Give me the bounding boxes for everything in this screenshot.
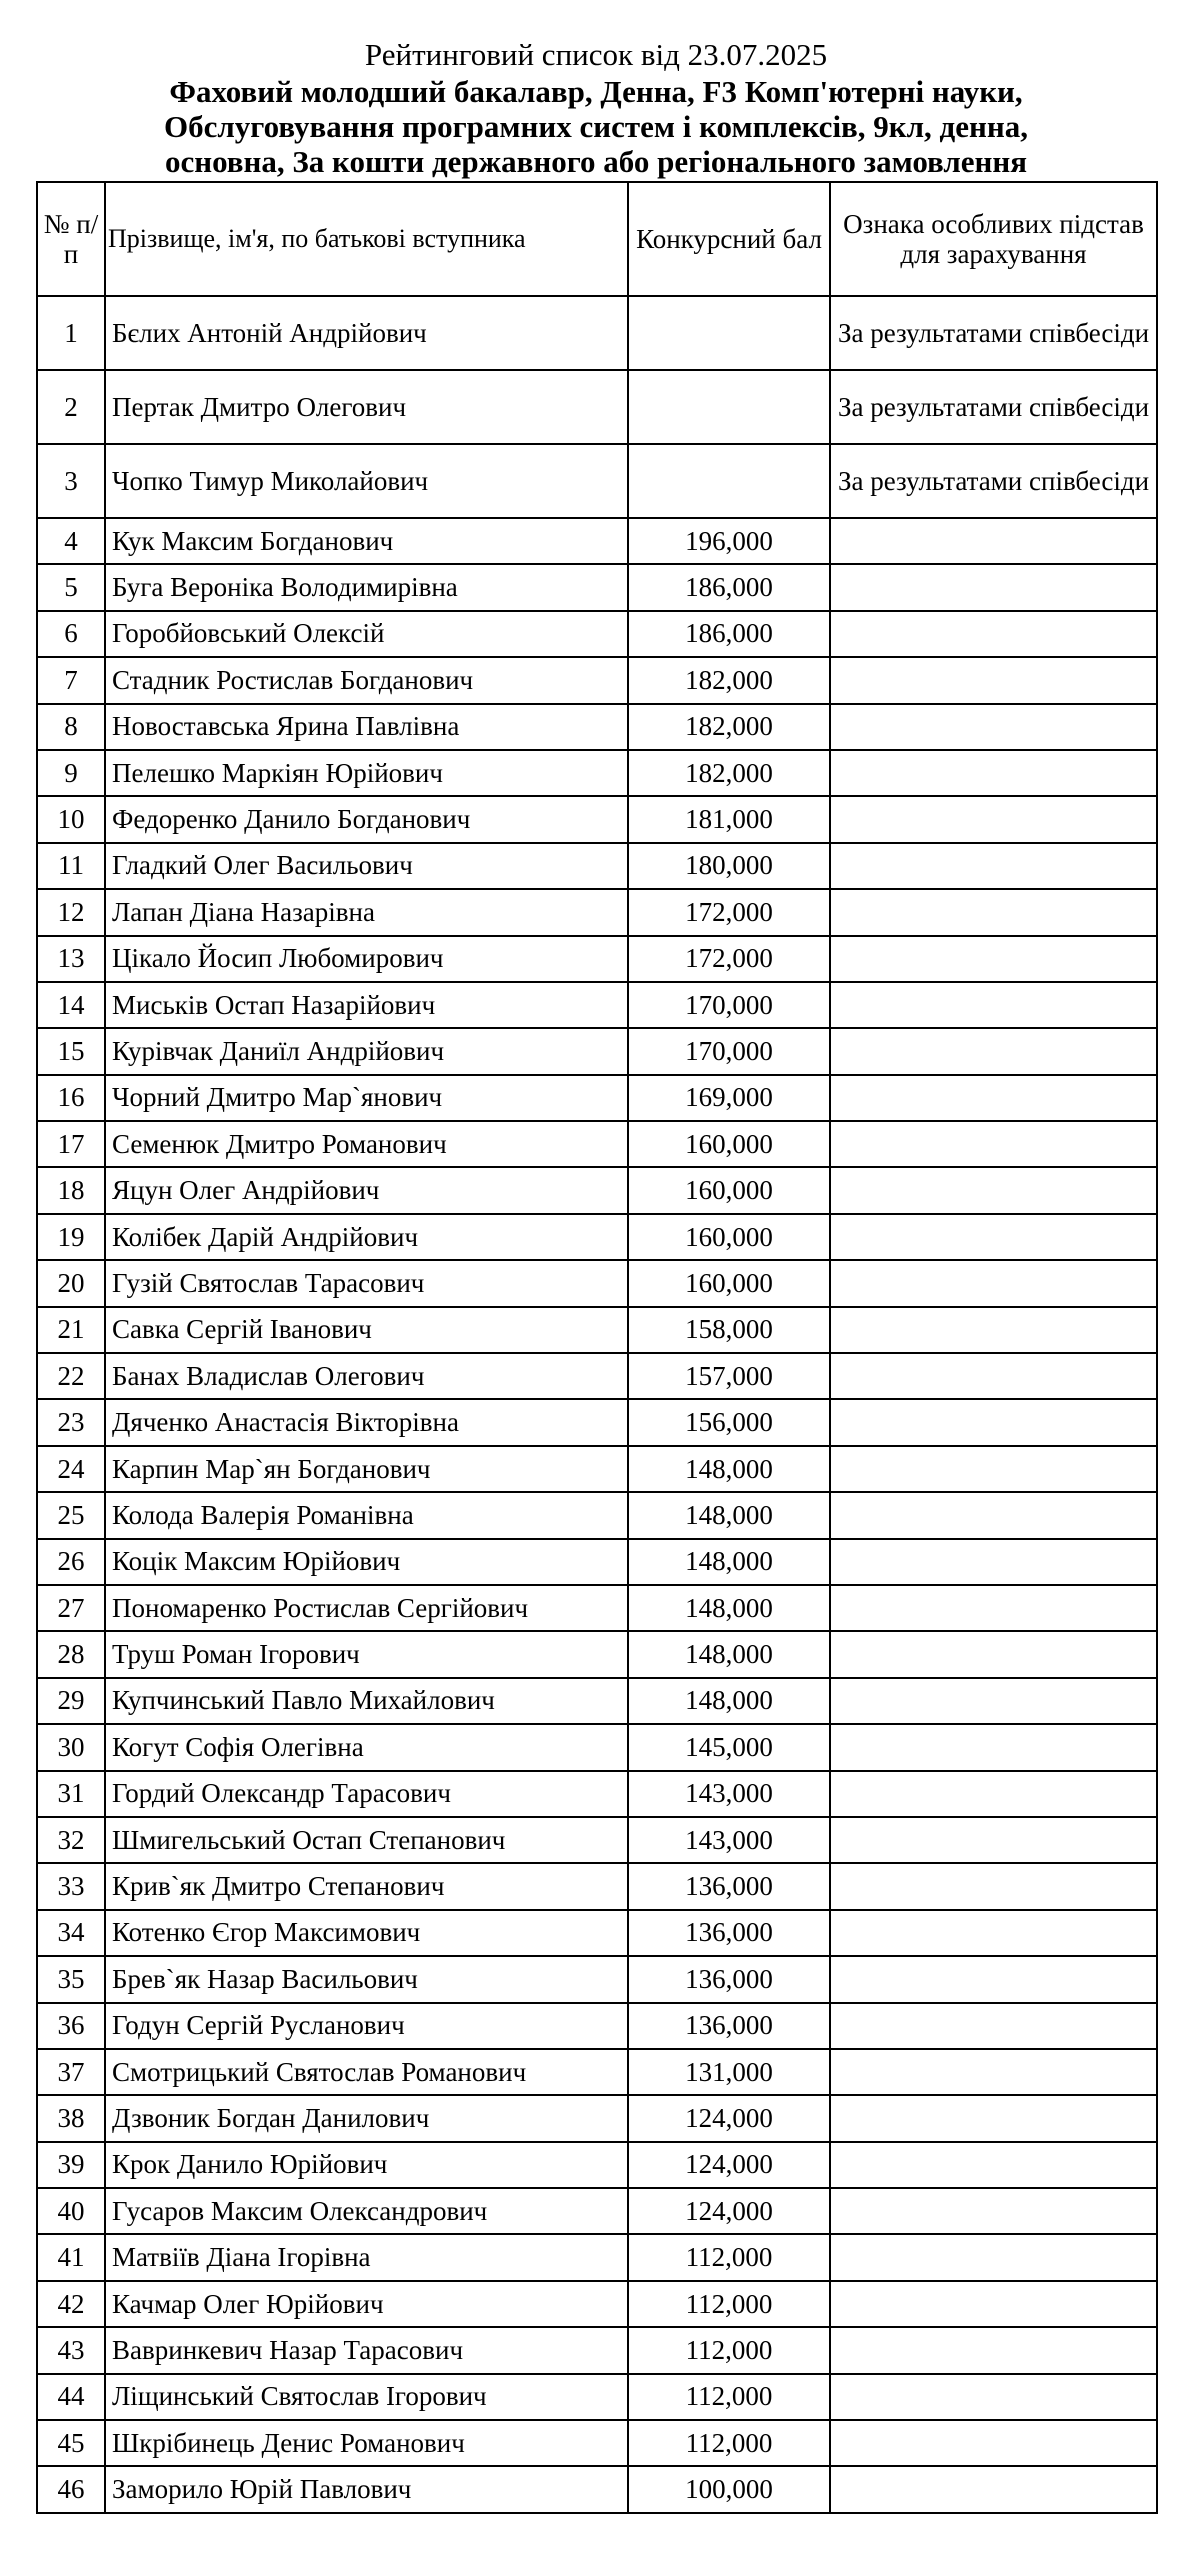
table-row [37, 1724, 1157, 1770]
table-row [37, 1492, 1157, 1538]
table-row [37, 1956, 1157, 2002]
row-number: 23 [37, 1399, 105, 1445]
table-row [37, 843, 1157, 889]
applicant-name: Когут Софія Олегівна [105, 1724, 628, 1770]
table-row [37, 1028, 1157, 1074]
applicant-name: Заморило Юрій Павлович [105, 2466, 628, 2512]
special-grounds [830, 1631, 1157, 1677]
special-grounds [830, 657, 1157, 703]
applicant-name: Новоставська Ярина Павлівна [105, 704, 628, 750]
row-number: 41 [37, 2234, 105, 2280]
competitive-score: 143,000 [628, 1771, 830, 1817]
competitive-score: 136,000 [628, 1956, 830, 2002]
special-grounds [830, 1028, 1157, 1074]
subtitle-line: Фаховий молодший бакалавр, Денна, F3 Комп'ютерні науки, [169, 74, 1023, 109]
competitive-score: 148,000 [628, 1678, 830, 1724]
table-row [37, 518, 1157, 564]
table-row [37, 370, 1157, 444]
competitive-score: 131,000 [628, 2049, 830, 2095]
competitive-score: 148,000 [628, 1631, 830, 1677]
applicant-name: Труш Роман Ігорович [105, 1631, 628, 1677]
applicant-name: Карпин Мар`ян Богданович [105, 1446, 628, 1492]
table-row [37, 2327, 1157, 2373]
applicant-name: Бєлих Антоній Андрійович [105, 296, 628, 370]
special-grounds: За результатами співбесіди [830, 370, 1157, 444]
table-row [37, 2049, 1157, 2095]
competitive-score [628, 444, 830, 518]
row-number: 16 [37, 1075, 105, 1121]
competitive-score: 136,000 [628, 1863, 830, 1909]
competitive-score: 148,000 [628, 1446, 830, 1492]
table-row [37, 982, 1157, 1028]
special-grounds [830, 1307, 1157, 1353]
special-grounds [830, 1446, 1157, 1492]
competitive-score: 182,000 [628, 704, 830, 750]
applicant-name: Стадник Ростислав Богданович [105, 657, 628, 703]
table-row [37, 444, 1157, 518]
table-row [37, 2281, 1157, 2327]
competitive-score: 172,000 [628, 889, 830, 935]
row-number: 1 [37, 296, 105, 370]
competitive-score: 112,000 [628, 2420, 830, 2466]
table-row [37, 1075, 1157, 1121]
applicant-name: Лапан Діана Назарівна [105, 889, 628, 935]
applicant-name: Смотрицький Святослав Романович [105, 2049, 628, 2095]
row-number: 12 [37, 889, 105, 935]
competitive-score: 160,000 [628, 1167, 830, 1213]
applicant-name: Крив`як Дмитро Степанович [105, 1863, 628, 1909]
table-row [37, 1307, 1157, 1353]
special-grounds [830, 1863, 1157, 1909]
competitive-score [628, 296, 830, 370]
row-number: 7 [37, 657, 105, 703]
special-grounds [830, 1167, 1157, 1213]
special-grounds [830, 750, 1157, 796]
competitive-score: 180,000 [628, 843, 830, 889]
table-row [37, 2420, 1157, 2466]
table-row [37, 1121, 1157, 1167]
document-title: Рейтинговий список від 23.07.2025 [364, 37, 828, 72]
competitive-score: 196,000 [628, 518, 830, 564]
row-number: 5 [37, 564, 105, 610]
row-number: 40 [37, 2188, 105, 2234]
ranking-table [36, 181, 1158, 2514]
applicant-name: Гусаров Максим Олександрович [105, 2188, 628, 2234]
special-grounds [830, 2003, 1157, 2049]
table-row [37, 704, 1157, 750]
special-grounds [830, 2281, 1157, 2327]
table-row [37, 611, 1157, 657]
applicant-name: Матвіїв Діана Ігорівна [105, 2234, 628, 2280]
row-number: 2 [37, 370, 105, 444]
row-number: 4 [37, 518, 105, 564]
applicant-name: Цікало Йосип Любомирович [105, 936, 628, 982]
applicant-name: Курівчак Даниїл Андрійович [105, 1028, 628, 1074]
competitive-score: 181,000 [628, 796, 830, 842]
subtitle-line: основна, За кошти державного або регіонального замовлення [164, 144, 1028, 179]
competitive-score: 186,000 [628, 611, 830, 657]
header-name: Прізвище, ім'я, по батькові вступника [105, 182, 628, 296]
competitive-score: 143,000 [628, 1817, 830, 1863]
table-row [37, 1585, 1157, 1631]
special-grounds [830, 1214, 1157, 1260]
table-row [37, 1446, 1157, 1492]
competitive-score: 124,000 [628, 2095, 830, 2141]
table-row [37, 2095, 1157, 2141]
row-number: 8 [37, 704, 105, 750]
row-number: 14 [37, 982, 105, 1028]
special-grounds [830, 518, 1157, 564]
table-row [37, 1353, 1157, 1399]
row-number: 43 [37, 2327, 105, 2373]
applicant-name: Шмигельський Остап Степанович [105, 1817, 628, 1863]
applicant-name: Гладкий Олег Васильович [105, 843, 628, 889]
row-number: 20 [37, 1260, 105, 1306]
table-row [37, 296, 1157, 370]
applicant-name: Яцун Олег Андрійович [105, 1167, 628, 1213]
applicant-name: Пелешко Маркіян Юрійович [105, 750, 628, 796]
special-grounds [830, 1399, 1157, 1445]
competitive-score [628, 370, 830, 444]
competitive-score: 160,000 [628, 1214, 830, 1260]
special-grounds [830, 936, 1157, 982]
header-score: Конкурсний бал [628, 182, 830, 296]
special-grounds [830, 796, 1157, 842]
special-grounds [830, 1956, 1157, 2002]
row-number: 17 [37, 1121, 105, 1167]
competitive-score: 124,000 [628, 2142, 830, 2188]
special-grounds [830, 2466, 1157, 2512]
special-grounds [830, 843, 1157, 889]
ranking-document [36, 0, 1156, 2514]
special-grounds [830, 1353, 1157, 1399]
header-number: № п/п [37, 182, 105, 296]
applicant-name: Пертак Дмитро Олегович [105, 370, 628, 444]
table-row [37, 1260, 1157, 1306]
table-row [37, 1631, 1157, 1677]
special-grounds [830, 704, 1157, 750]
special-grounds [830, 2374, 1157, 2420]
table-row [37, 2188, 1157, 2234]
competitive-score: 170,000 [628, 982, 830, 1028]
applicant-name: Крок Данило Юрійович [105, 2142, 628, 2188]
special-grounds: За результатами співбесіди [830, 444, 1157, 518]
table-row [37, 1399, 1157, 1445]
competitive-score: 157,000 [628, 1353, 830, 1399]
applicant-name: Дяченко Анастасія Вікторівна [105, 1399, 628, 1445]
special-grounds [830, 889, 1157, 935]
row-number: 22 [37, 1353, 105, 1399]
table-row [37, 2466, 1157, 2512]
special-grounds [830, 2420, 1157, 2466]
table-row [37, 1167, 1157, 1213]
table-row [37, 1863, 1157, 1909]
competitive-score: 170,000 [628, 1028, 830, 1074]
table-row [37, 2234, 1157, 2280]
competitive-score: 148,000 [628, 1585, 830, 1631]
row-number: 35 [37, 1956, 105, 2002]
table-row [37, 657, 1157, 703]
row-number: 31 [37, 1771, 105, 1817]
table-row [37, 1771, 1157, 1817]
row-number: 24 [37, 1446, 105, 1492]
row-number: 33 [37, 1863, 105, 1909]
special-grounds [830, 1121, 1157, 1167]
special-grounds: За результатами співбесіди [830, 296, 1157, 370]
applicant-name: Чопко Тимур Миколайович [105, 444, 628, 518]
applicant-name: Коцік Максим Юрійович [105, 1539, 628, 1585]
applicant-name: Ліщинський Святослав Ігорович [105, 2374, 628, 2420]
special-grounds [830, 564, 1157, 610]
row-number: 29 [37, 1678, 105, 1724]
competitive-score: 156,000 [628, 1399, 830, 1445]
row-number: 3 [37, 444, 105, 518]
special-grounds [830, 1075, 1157, 1121]
special-grounds [830, 1771, 1157, 1817]
applicant-name: Колода Валерія Романівна [105, 1492, 628, 1538]
competitive-score: 182,000 [628, 657, 830, 703]
row-number: 19 [37, 1214, 105, 1260]
row-number: 44 [37, 2374, 105, 2420]
row-number: 15 [37, 1028, 105, 1074]
row-number: 32 [37, 1817, 105, 1863]
row-number: 42 [37, 2281, 105, 2327]
competitive-score: 112,000 [628, 2327, 830, 2373]
row-number: 27 [37, 1585, 105, 1631]
applicant-name: Брев`як Назар Васильович [105, 1956, 628, 2002]
competitive-score: 148,000 [628, 1539, 830, 1585]
applicant-name: Миськів Остап Назарійович [105, 982, 628, 1028]
applicant-name: Дзвоник Богдан Данилович [105, 2095, 628, 2141]
table-row [37, 1539, 1157, 1585]
row-number: 39 [37, 2142, 105, 2188]
special-grounds [830, 2049, 1157, 2095]
table-row [37, 1678, 1157, 1724]
applicant-name: Годун Сергій Русланович [105, 2003, 628, 2049]
row-number: 28 [37, 1631, 105, 1677]
competitive-score: 112,000 [628, 2234, 830, 2280]
row-number: 30 [37, 1724, 105, 1770]
applicant-name: Котенко Єгор Максимович [105, 1910, 628, 1956]
table-row [37, 1817, 1157, 1863]
competitive-score: 158,000 [628, 1307, 830, 1353]
table-row [37, 936, 1157, 982]
competitive-score: 100,000 [628, 2466, 830, 2512]
table-row [37, 889, 1157, 935]
competitive-score: 112,000 [628, 2374, 830, 2420]
applicant-name: Семенюк Дмитро Романович [105, 1121, 628, 1167]
row-number: 11 [37, 843, 105, 889]
row-number: 13 [37, 936, 105, 982]
competitive-score: 145,000 [628, 1724, 830, 1770]
applicant-name: Буга Вероніка Володимирівна [105, 564, 628, 610]
applicant-name: Купчинський Павло Михайлович [105, 1678, 628, 1724]
competitive-score: 160,000 [628, 1121, 830, 1167]
row-number: 36 [37, 2003, 105, 2049]
competitive-score: 136,000 [628, 2003, 830, 2049]
applicant-name: Горобйовський Олексій [105, 611, 628, 657]
table-row [37, 750, 1157, 796]
table-row [37, 564, 1157, 610]
special-grounds [830, 1492, 1157, 1538]
competitive-score: 182,000 [628, 750, 830, 796]
row-number: 34 [37, 1910, 105, 1956]
header-flag: Ознака особливих підстав для зарахування [830, 182, 1157, 296]
applicant-name: Качмар Олег Юрійович [105, 2281, 628, 2327]
document-subtitle [32, 74, 1160, 179]
subtitle-line: Обслуговування програмних систем і комплексів, 9кл, денна, [164, 109, 1028, 144]
applicant-name: Гордий Олександр Тарасович [105, 1771, 628, 1817]
table-row [37, 2142, 1157, 2188]
special-grounds [830, 1260, 1157, 1306]
table-row [37, 2003, 1157, 2049]
applicant-name: Пономаренко Ростислав Сергійович [105, 1585, 628, 1631]
special-grounds [830, 1539, 1157, 1585]
special-grounds [830, 1724, 1157, 1770]
special-grounds [830, 1585, 1157, 1631]
special-grounds [830, 2188, 1157, 2234]
special-grounds [830, 1678, 1157, 1724]
row-number: 18 [37, 1167, 105, 1213]
applicant-name: Шкрібинець Денис Романович [105, 2420, 628, 2466]
competitive-score: 148,000 [628, 1492, 830, 1538]
competitive-score: 112,000 [628, 2281, 830, 2327]
table-row [37, 2374, 1157, 2420]
special-grounds [830, 1910, 1157, 1956]
row-number: 38 [37, 2095, 105, 2141]
row-number: 9 [37, 750, 105, 796]
competitive-score: 186,000 [628, 564, 830, 610]
row-number: 46 [37, 2466, 105, 2512]
applicant-name: Савка Сергій Іванович [105, 1307, 628, 1353]
special-grounds [830, 1817, 1157, 1863]
row-number: 10 [37, 796, 105, 842]
special-grounds [830, 2234, 1157, 2280]
competitive-score: 124,000 [628, 2188, 830, 2234]
table-header-row [37, 182, 1157, 296]
special-grounds [830, 2142, 1157, 2188]
table-row [37, 1214, 1157, 1260]
competitive-score: 136,000 [628, 1910, 830, 1956]
applicant-name: Колібек Дарій Андрійович [105, 1214, 628, 1260]
applicant-name: Федоренко Данило Богданович [105, 796, 628, 842]
row-number: 26 [37, 1539, 105, 1585]
competitive-score: 160,000 [628, 1260, 830, 1306]
applicant-name: Чорний Дмитро Мар`янович [105, 1075, 628, 1121]
special-grounds [830, 982, 1157, 1028]
applicant-name: Гузій Святослав Тарасович [105, 1260, 628, 1306]
applicant-name: Кук Максим Богданович [105, 518, 628, 564]
row-number: 37 [37, 2049, 105, 2095]
special-grounds [830, 611, 1157, 657]
row-number: 45 [37, 2420, 105, 2466]
row-number: 6 [37, 611, 105, 657]
applicant-name: Вавринкевич Назар Тарасович [105, 2327, 628, 2373]
special-grounds [830, 2095, 1157, 2141]
row-number: 21 [37, 1307, 105, 1353]
row-number: 25 [37, 1492, 105, 1538]
competitive-score: 169,000 [628, 1075, 830, 1121]
special-grounds [830, 2327, 1157, 2373]
table-row [37, 1910, 1157, 1956]
applicant-name: Банах Владислав Олегович [105, 1353, 628, 1399]
table-row [37, 796, 1157, 842]
competitive-score: 172,000 [628, 936, 830, 982]
